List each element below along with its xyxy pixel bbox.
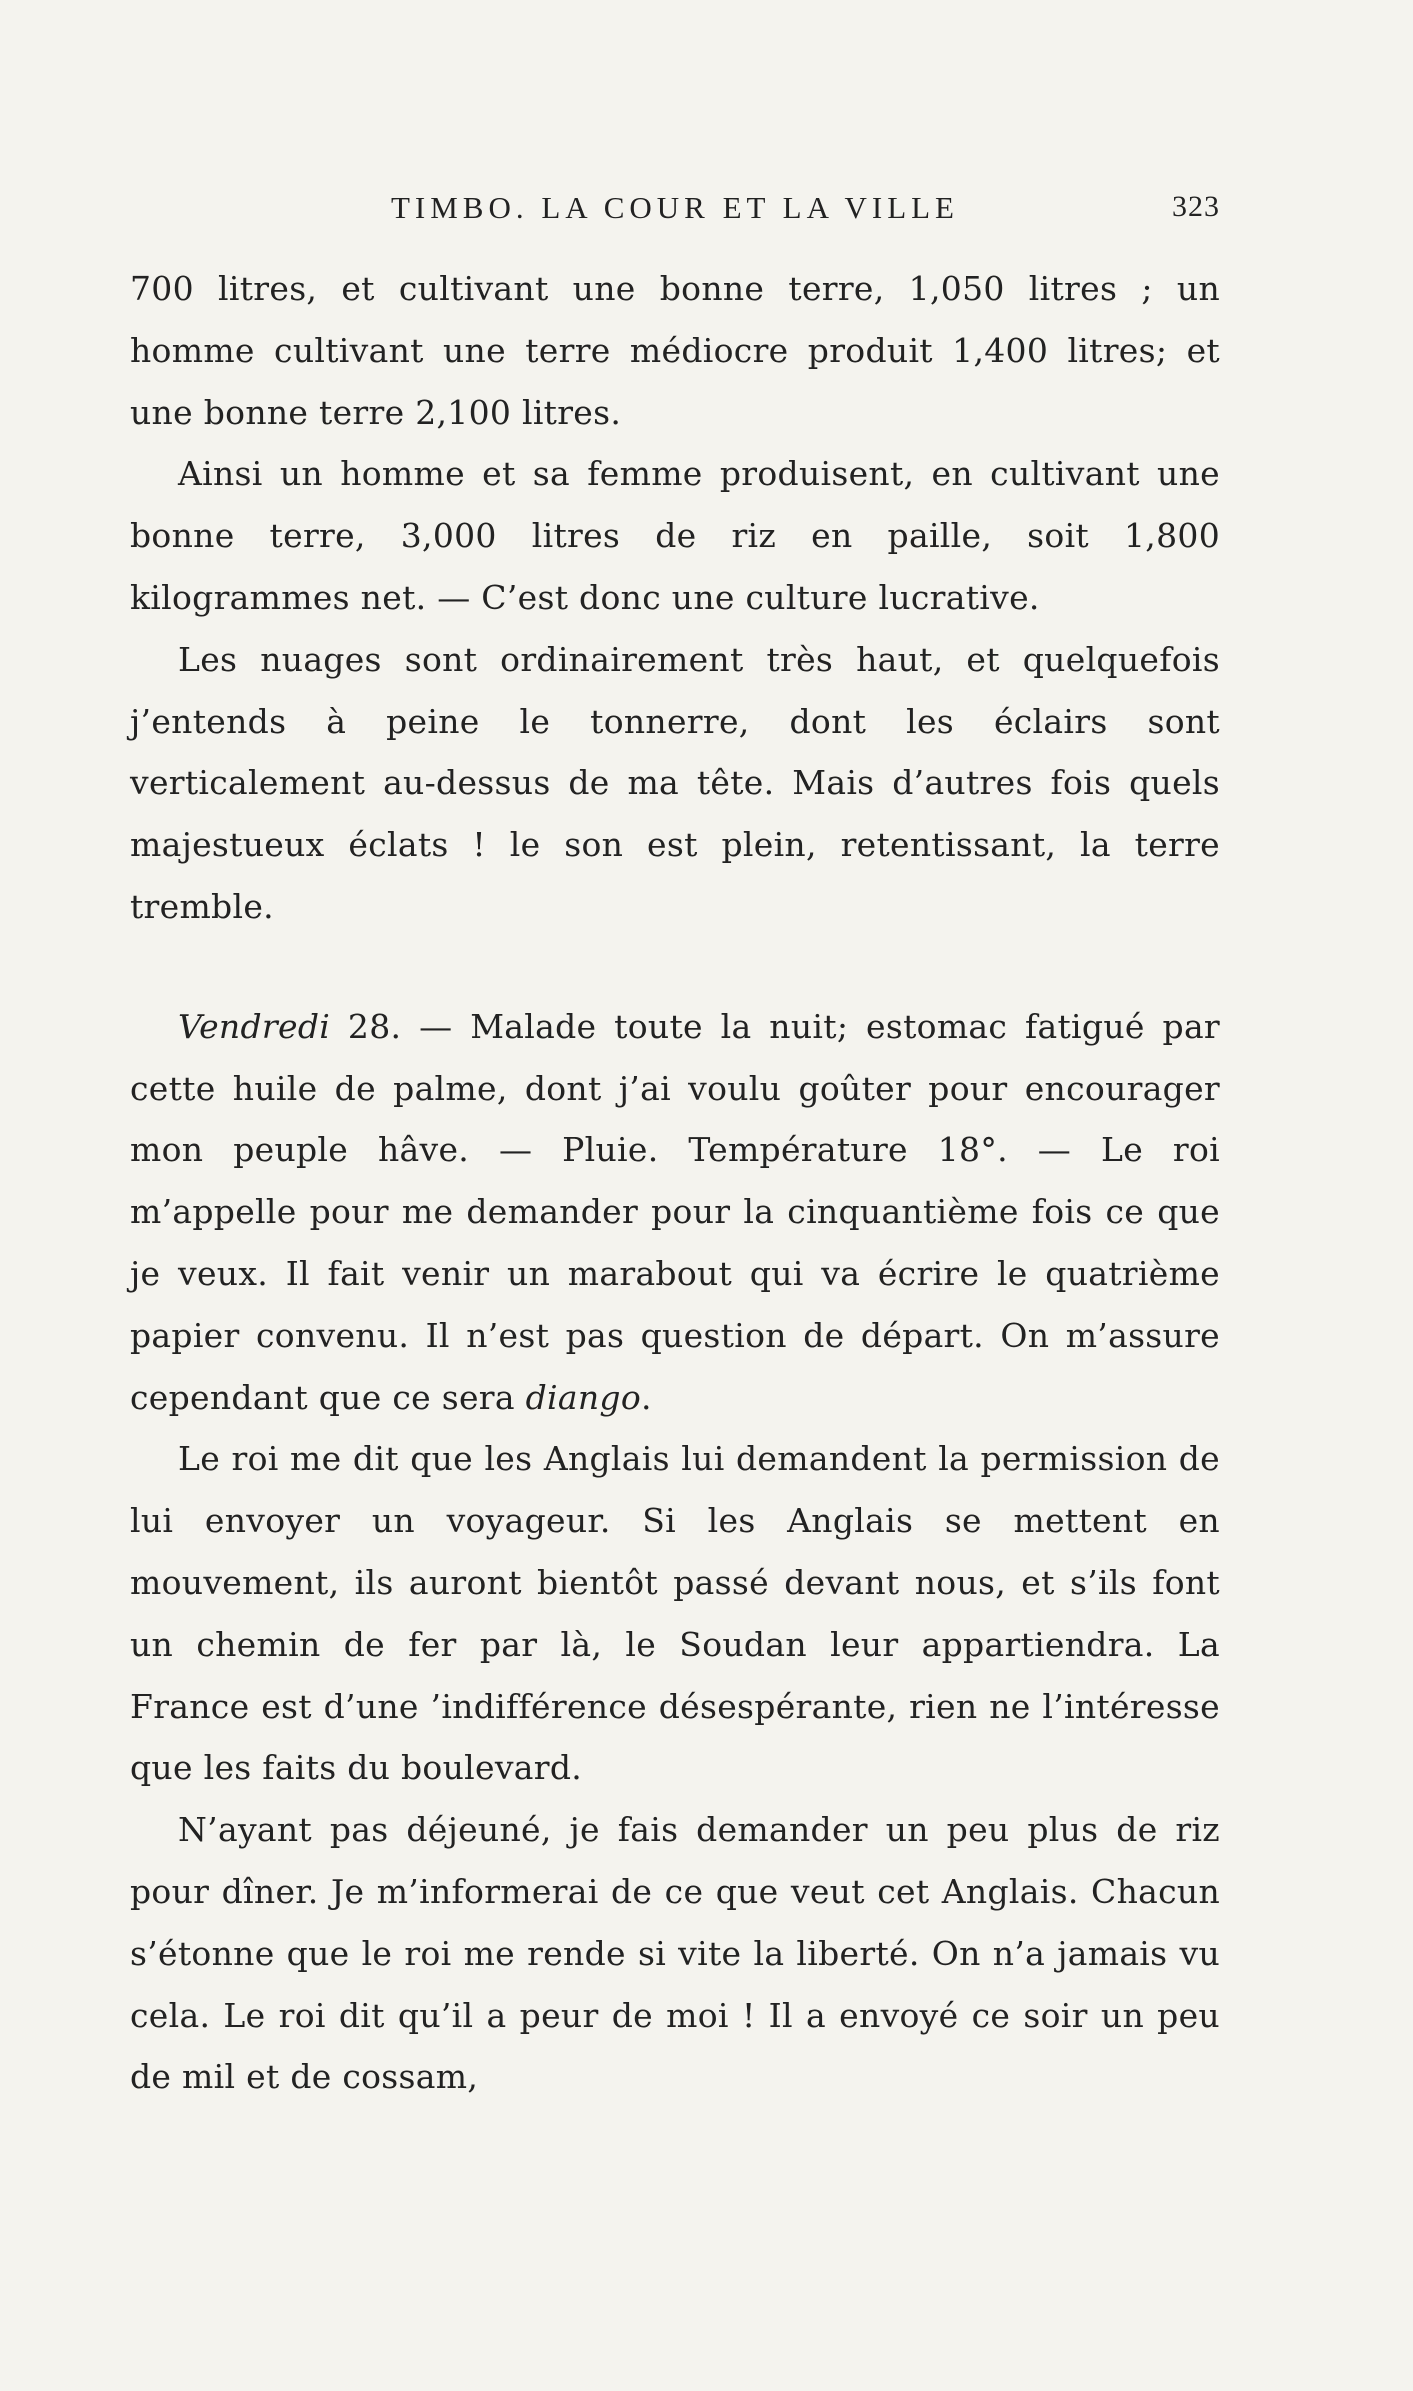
body-text xyxy=(130,258,1220,2108)
paragraph-4 xyxy=(130,996,1220,1429)
running-head xyxy=(130,190,1220,230)
entry-date: Vendredi xyxy=(178,1006,331,1046)
running-title: TIMBO. LA COUR ET LA VILLE xyxy=(390,190,959,225)
paragraph-3: Les nuages sont ordinairement très haut, et quelquefois j’entends à peine le tonnerre, dont les éclairs sont verticalement au-dessus de ma tête. Mais d’autres fois quels majestueux éclats ! le son est plein, retentissant, la terre tremble. xyxy=(130,639,1220,926)
paragraph-2: Ainsi un homme et sa femme produisent, en cultivant une bonne terre, 3,000 litres de riz en paille, soit 1,800 kilogrammes net. — C’est donc une culture lucrative. xyxy=(130,454,1220,617)
paragraph-1: 700 litres, et cultivant une bonne terre, 1,050 litres ; un homme cultivant une terre médiocre produit 1,400 litres; et une bonne terre 2,100 litres. xyxy=(130,269,1220,432)
page-number: 323 xyxy=(1172,190,1220,223)
paragraph-4-text-b: . xyxy=(641,1377,652,1417)
italic-word: diango xyxy=(525,1377,642,1417)
paragraph-6: N’ayant pas déjeuné, je fais demander un peu plus de riz pour dîner. Je m’informerai de ce que veut cet Anglais. Chacun s’étonne que le roi me rende si vite la liberté. On n’a jamais vu cela. Le roi dit qu’il a peur de moi ! Il a envoyé ce soir un peu de mil et de cossam, xyxy=(130,1810,1220,2097)
paragraph-5: Le roi me dit que les Anglais lui demandent la permission de lui envoyer un voyageur. Si les Anglais se mettent en mouvement, ils auront bientôt passé devant nous, et s’ils font un chemin de fer par là, le Soudan leur appartiendra. La France est d’une ’indifférence désespérante, rien ne l’intéresse que les faits du boulevard. xyxy=(130,1439,1220,1788)
paragraph-4-text-a: 28. — Malade toute la nuit; estomac fatigué par cette huile de palme, dont j’ai voulu goûter pour encourager mon peuple hâve. — Pluie. Température 18°. — Le roi m’appelle pour me demander pour la cinquantième fois ce que je veux. Il fait venir un marabout qui va écrire le quatrième papier convenu. Il n’est pas question de départ. On m’assure cependant que ce sera xyxy=(130,1006,1220,1417)
